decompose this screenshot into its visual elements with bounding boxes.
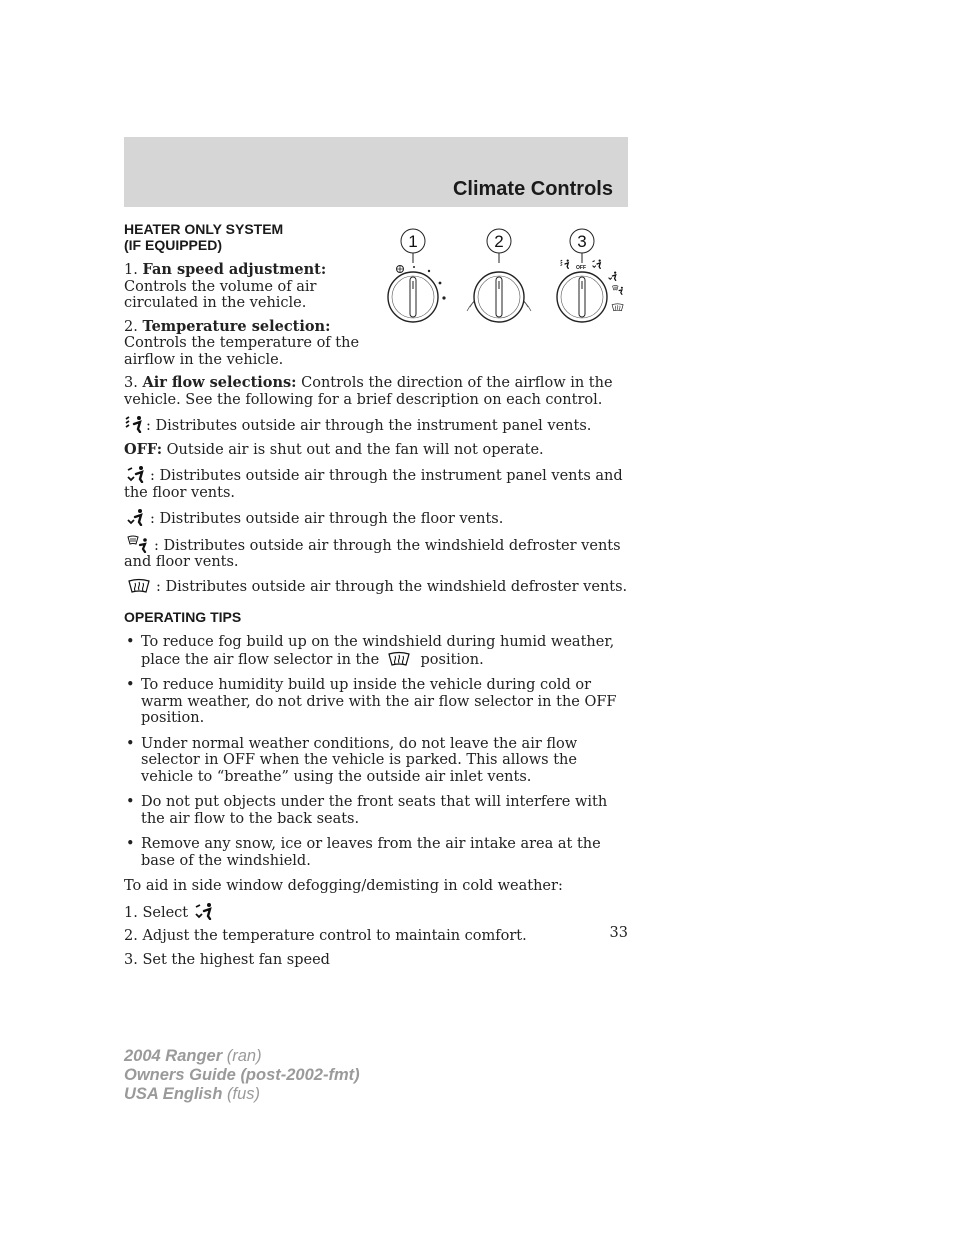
item-air-flow: 3. Air flow selections: Controls the direction of the airflow in the vehicle. See the following for a brief description on each control.: [124, 374, 613, 408]
floor-vent-icon: [124, 508, 148, 526]
svg-text:2: 2: [494, 232, 504, 251]
defrost-floor-icon: [124, 535, 152, 553]
page-content: [124, 221, 628, 975]
footer-line-1: 2004 Ranger (ran): [124, 1047, 262, 1065]
page-title: Climate Controls: [452, 178, 613, 200]
section-heading-tips: OPERATING TIPS: [124, 609, 242, 625]
footer-line-3: USA English (fus): [124, 1085, 260, 1103]
header-band: [124, 137, 628, 207]
defog-step-3: 3. Set the highest fan speed: [124, 951, 330, 968]
mode-off: OFF: Outside air is shut out and the fan will not operate.: [124, 440, 544, 458]
mode-floor: : Distributes outside air through the floor vents.: [124, 508, 628, 528]
item-fan-speed: 1. Fan speed adjustment: Controls the volume of air circulated in the vehicle.: [124, 261, 327, 311]
mode-panel: : Distributes outside air through the instrument panel vents.: [124, 415, 628, 435]
defog-step-2: 2. Adjust the temperature control to maintain comfort.: [124, 928, 527, 944]
list-item: • Do not put objects under the front seats that will interfere with the air flow to the back seats.: [126, 794, 608, 827]
mode-panel-floor: : Distributes outside air through the instrument panel vents and the floor vents.: [124, 465, 628, 501]
mode-defrost: : Distributes outside air through the windshield defroster vents.: [124, 578, 628, 596]
svg-text:OFF: OFF: [576, 265, 586, 271]
tips-list: [124, 634, 628, 869]
footer-line-2: Owners Guide (post-2002-fmt): [124, 1066, 360, 1084]
document-footer: [124, 1047, 360, 1104]
defog-intro: To aid in side window defogging/demisting in cold weather:: [124, 878, 563, 894]
item-temperature: 2. Temperature selection: Controls the temperature of the airflow in the vehicle.: [124, 317, 360, 368]
list-item: • Under normal weather conditions, do not leave the air flow selector in OFF when the vehicle is parked. This allows the vehicle to “breathe” using the outside air inlet vents.: [126, 735, 578, 785]
defrost-icon: [124, 578, 154, 594]
list-item: • To reduce humidity build up inside the vehicle during cold or warm weather, do not drive with the air flow selector in the OFF position.: [126, 677, 617, 726]
page-number: 33: [609, 925, 628, 941]
list-item: • Remove any snow, ice or leaves from the air intake area at the base of the windshield.: [126, 836, 601, 869]
panel-floor-vent-icon: [124, 465, 148, 483]
panel-vent-icon: [124, 415, 144, 433]
section-heading-heater: HEATER ONLY SYSTEM (IF EQUIPPED): [124, 221, 284, 253]
panel-floor-vent-icon: [193, 902, 215, 920]
svg-text:3: 3: [577, 232, 587, 251]
list-item: • To reduce fog build up on the windshield during humid weather, place the air flow selector in the position.: [126, 634, 615, 668]
svg-text:1: 1: [408, 232, 418, 251]
defog-step-1: 1. Select: [124, 902, 628, 922]
defrost-icon: [384, 651, 414, 667]
mode-defrost-floor: : Distributes outside air through the windshield defroster vents and floor vents.: [124, 535, 628, 571]
